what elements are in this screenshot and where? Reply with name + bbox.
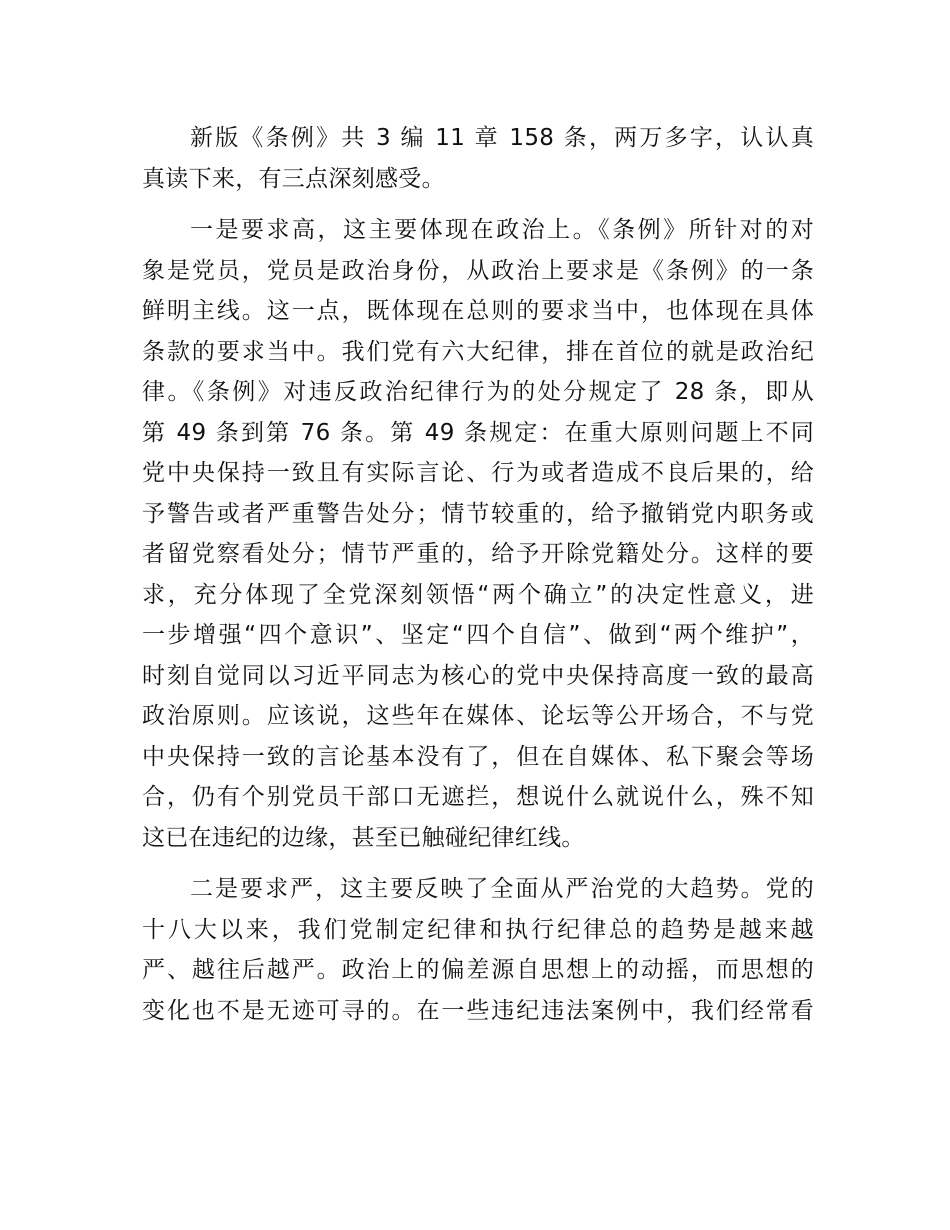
text-line: 者留党察看处分；情节严重的，给予开除党籍处分。这样的要 xyxy=(142,541,814,567)
text-line: 十八大以来，我们党制定纪律和执行纪律总的趋势是越来越 xyxy=(142,916,814,943)
text-line: 律。《条例》对违反政治纪律行为的处分规定了 28 条，即从 xyxy=(142,379,814,405)
paragraph-summary xyxy=(142,118,814,199)
text-line: 这已在违纪的边缘，甚至已触碰纪律红线。 xyxy=(142,824,585,851)
text-line: 变化也不是无迹可寻的。在一些违纪违法案例中，我们经常看 xyxy=(142,997,814,1024)
text-line: 真读下来，有三点深刻感受。 xyxy=(142,165,445,192)
text-line: 时刻自觉同以习近平同志为核心的党中央保持高度一致的最高 xyxy=(142,662,814,689)
text-line: 第 49 条到第 76 条。第 49 条规定：在重大原则问题上不同 xyxy=(142,419,814,446)
text-line: 合，仍有个别党员干部口无遮拦，想说什么就说什么，殊不知 xyxy=(142,784,814,810)
text-line: 鲜明主线。这一点，既体现在总则的要求当中，也体现在具体 xyxy=(142,298,814,324)
text-line: 一步增强“四个意识”、坚定“四个自信”、做到“两个维护”， xyxy=(142,622,814,648)
text-line: 党中央保持一致且有实际言论、行为或者造成不良后果的，给 xyxy=(142,460,814,486)
document-body xyxy=(142,118,814,1042)
text-line: 二是要求严，这主要反映了全面从严治党的大趋势。党的 xyxy=(190,876,814,902)
paragraph-point-one xyxy=(142,210,814,858)
text-line: 象是党员，党员是政治身份，从政治上要求是《条例》的一条 xyxy=(142,257,814,284)
text-line: 中央保持一致的言论基本没有了，但在自媒体、私下聚会等场 xyxy=(142,743,814,770)
text-line: 予警告或者严重警告处分；情节较重的，给予撤销党内职务或 xyxy=(142,500,814,527)
text-line: 新版《条例》共 3 编 11 章 158 条，两万多字，认认真 xyxy=(190,125,814,151)
text-line: 求，充分体现了全党深刻领悟“两个确立”的决定性意义，进 xyxy=(142,581,814,608)
text-line: 条款的要求当中。我们党有六大纪律，排在首位的就是政治纪 xyxy=(142,338,814,365)
text-line: 一是要求高，这主要体现在政治上。《条例》所针对的对 xyxy=(190,217,814,243)
text-line: 政治原则。应该说，这些年在媒体、论坛等公开场合，不与党 xyxy=(142,703,814,729)
paragraph-point-two xyxy=(142,869,814,1031)
text-line: 严、越往后越严。政治上的偏差源自思想上的动摇，而思想的 xyxy=(142,957,814,983)
